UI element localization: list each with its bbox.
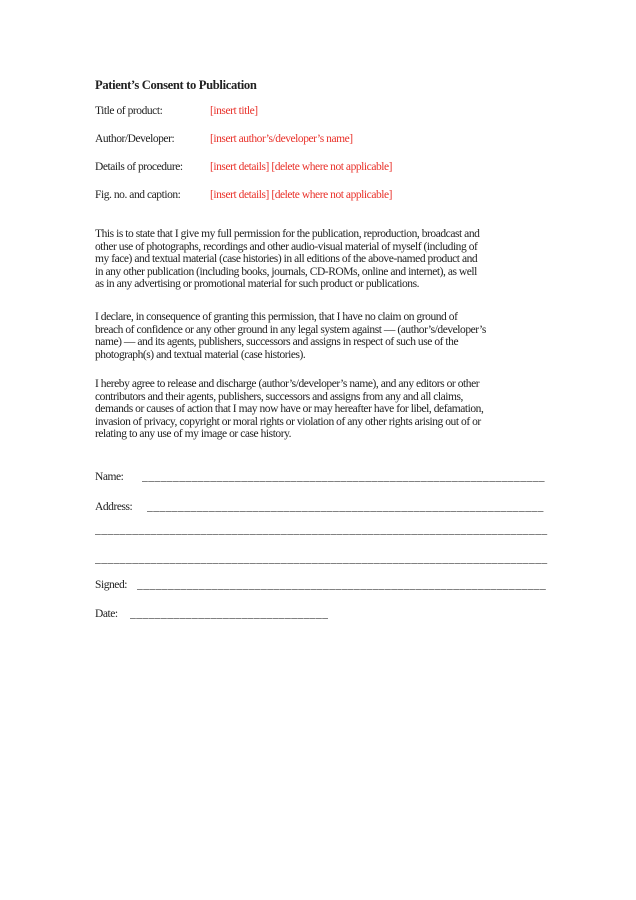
field-value-title-placeholder: [insert title] [210, 105, 258, 117]
field-label-details-of-procedure: Details of procedure: [95, 161, 183, 173]
field-value-fig-placeholder: [insert details] [delete where not applicable] [210, 189, 393, 201]
name-label: Name: [95, 471, 124, 483]
address-continuation-row [95, 524, 548, 536]
paragraph-line: This is to state that I give my full permission for the publication, reproduction, broadcast and [95, 228, 480, 240]
paragraph-line: as in any advertising or promotional material for such product or publications. [95, 278, 420, 291]
paragraph-declaration [95, 311, 486, 361]
address-continuation-row [95, 553, 548, 565]
field-row-fig-no-and-caption [95, 189, 392, 201]
document-title: Patient’s Consent to Publication [95, 78, 257, 92]
paragraph-line: in any other publication (including books, journals, CD-ROMs, online and internet), as well [95, 265, 477, 278]
field-row-author-developer [95, 133, 353, 145]
paragraph-line: other use of photographs, recordings and other audio-visual material of myself (including of [95, 240, 478, 253]
field-label-title-of-product: Title of product: [95, 105, 163, 117]
paragraph-release-and-discharge [95, 378, 483, 441]
field-label-author-developer: Author/Developer: [95, 133, 175, 145]
field-row-title-of-product [95, 105, 258, 117]
paragraph-line: photograph(s) and textual material (case histories). [95, 348, 306, 361]
address-fill-in-line-3: _________________________________________________________________________ [95, 553, 548, 565]
address-fill-in-line: ________________________________________________________________ [147, 501, 544, 513]
paragraph-line: demands or causes of action that I may now have or may hereafter have for libel, defamation, [95, 403, 484, 416]
signed-fill-in-line: __________________________________________________________________ [137, 579, 547, 591]
field-value-author-placeholder: [insert author’s/developer’s name] [210, 133, 353, 145]
date-fill-in-line: ________________________________ [130, 608, 329, 620]
paragraph-line: breach of confidence or any other ground in any legal system against — (author’s/developer’s [95, 323, 486, 336]
paragraph-permission-statement [95, 228, 479, 291]
field-value-details-placeholder: [insert details] [delete where not applicable] [210, 161, 393, 173]
signed-label: Signed: [95, 579, 127, 591]
signed-row [95, 579, 546, 591]
paragraph-line: my face) and textual material (case histories) in all editions of the above-named product and [95, 253, 478, 266]
paragraph-line: I declare, in consequence of granting this permission, that I have no claim on ground of [95, 311, 458, 323]
paragraph-line: relating to any use of my image or case history. [95, 428, 292, 441]
date-label: Date: [95, 608, 118, 620]
paragraph-line: contributors and their agents, publishers, successors and assigns from any and all claims, [95, 390, 463, 403]
paragraph-line: I hereby agree to release and discharge (author’s/developer’s name), and any editors or other [95, 378, 480, 390]
address-label: Address: [95, 501, 133, 513]
address-fill-in-line-2: _________________________________________________________________________ [95, 524, 548, 536]
address-row [95, 501, 544, 513]
paragraph-line: name) — and its agents, publishers, successors and assigns in respect of such use of the [95, 336, 459, 349]
date-row [95, 608, 328, 620]
name-fill-in-line: _________________________________________________________________ [142, 471, 545, 483]
name-row [95, 471, 545, 483]
field-row-details-of-procedure [95, 161, 392, 173]
field-label-fig-no-and-caption: Fig. no. and caption: [95, 189, 181, 201]
paragraph-line: invasion of privacy, copyright or moral rights or violation of any other rights arising out of or [95, 415, 481, 428]
